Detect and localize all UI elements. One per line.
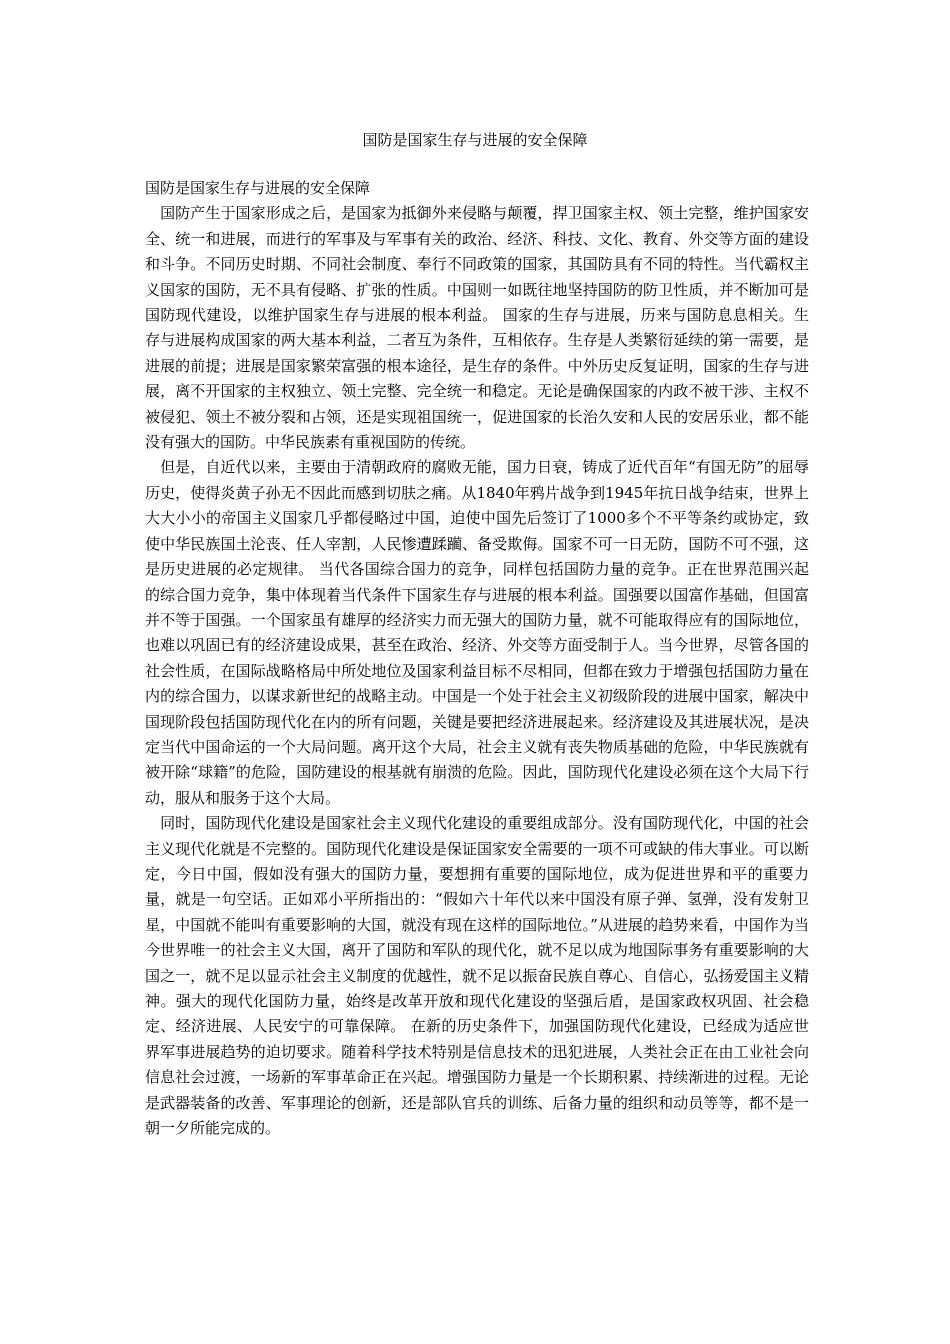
document-title: 国防是国家生存与进展的安全保障 — [362, 131, 588, 149]
paragraph-2: 但是，自近代以来，主要由于清朝政府的腐败无能，国力日衰，铸成了近代百年“有国无防”的屈辱历史，使得炎黄子孙无不因此而感到切肤之痛。从1840年鸦片战争到1945年抗日战争结束，世界上大大小小的帝国主义国家几乎都侵略过中国，迫使中国先后签订了1000多个不平等条约或协定，致使中华民族国土沦丧、任人宰割，人民惨遭蹂躏、备受欺侮。国家不可一日无防，国防不可不强，这是历史进展的必定规律。 当代各国综合国力的竞争，同样包括国防力量的竞争。正在世界范围兴起的综合国力竞争，集中体现着当代条件下国家生存与进展的根本利益。国强要以国富作基础，但国富并不等于国强。一个国家虽有雄厚的经济实力而无强大的国防力量，就不可能取得应有的国际地位，也难以巩固已有的经济建设成果，甚至在政治、经济、外交等方面受制于人。当今世界，尽管各国的社会性质，在国际战略格局中所处地位及国家利益目标不尽相同，但都在致力于增强包括国防力量在内的综合国力，以谋求新世纪的战略主动。中国是一个处于社会主义初级阶段的进展中国家，解决中国现阶段包括国防现代化在内的所有问题，关键是要把经济进展起来。经济建设及其进展状况，是决定当代中国命运的一个大局问题。离开这个大局，社会主义就有丧失物质基础的危险，中华民族就有被开除“球籍”的危险，国防建设的根基就有崩溃的危险。因此，国防现代化建设必须在这个大局下行动，服从和服务于这个大局。 — [145, 458, 809, 807]
paragraph-3: 同时，国防现代化建设是国家社会主义现代化建设的重要组成部分。没有国防现代化，中国的社会主义现代化就是不完整的。国防现代化建设是保证国家安全需要的一项不可或缺的伟大事业。可以断定，今日中国，假如没有强大的国防力量，要想拥有重要的国际地位，成为促进世界和平的重要力量，就是一句空话。正如邓小平所指出的：“假如六十年代以来中国没有原子弹、氢弹，没有发射卫星，中国就不能叫有重要影响的大国，就没有现在这样的国际地位。”从进展的趋势来看，中国作为当今世界唯一的社会主义大国，离开了国防和军队的现代化，就不足以成为地国际事务有重要影响的大国之一，就不足以显示社会主义制度的优越性，就不足以振奋民族自尊心、自信心，弘扬爱国主义精神。强大的现代化国防力量，始终是改革开放和现代化建设的坚强后盾，是国家政权巩固、社会稳定、经济进展、人民安宁的可靠保障。 在新的历史条件下，加强国防现代化建设，已经成为适应世界军事进展趋势的迫切要求。随着科学技术特别是信息技术的迅犯进展，人类社会正在由工业社会向信息社会过渡，一场新的军事革命正在兴起。增强国防力量是一个长期积累、持续渐进的过程。无论是武器装备的改善、军事理论的创新，还是部队官兵的训练、后备力量的组织和动员等等，都不是一朝一夕所能完成的。 — [145, 814, 809, 1138]
document-body — [145, 176, 809, 1141]
paragraph-1: 国防产生于国家形成之后，是国家为抵御外来侵略与颠覆，捍卫国家主权、领土完整，维护国家安全、统一和进展，而进行的军事及与军事有关的政治、经济、科技、文化、教育、外交等方面的建设和斗争。不同历史时期、不同社会制度、奉行不同政策的国家，其国防具有不同的特性。当代霸权主义国家的国防，无不具有侵略、扩张的性质。中国则一如既往地坚持国防的防卫性质，并不断加可是国防现代建设，以维护国家生存与进展的根本利益。 国家的生存与进展，历来与国防息息相关。生存与进展构成国家的两大基本利益，二者互为条件，互相依存。生存是人类繁衍延续的第一需要，是进展的前提；进展是国家繁荣富强的根本途径，是生存的条件。中外历史反复证明，国家的生存与进展，离不开国家的主权独立、领土完整、完全统一和稳定。无论是确保国家的内政不被干涉、主权不被侵犯、领土不被分裂和占领，还是实现祖国统一，促进国家的长治久安和人民的安居乐业，都不能没有强大的国防。中华民族素有重视国防的传统。 — [145, 204, 809, 452]
document-subtitle: 国防是国家生存与进展的安全保障 — [145, 179, 371, 197]
